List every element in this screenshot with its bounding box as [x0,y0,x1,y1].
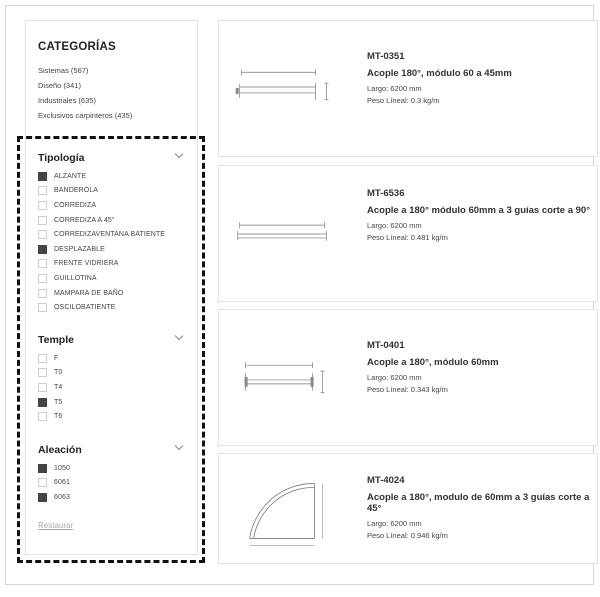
checkbox[interactable] [38,303,47,312]
product-largo: Largo: 6200 mm [367,84,422,93]
checkbox[interactable] [38,464,47,473]
filter-temple-header[interactable] [38,331,188,349]
profile-drawing [231,166,339,301]
checkbox[interactable] [38,186,47,195]
product-name[interactable]: Acople a 180° módulo 60mm a 3 guías corte a 90° [367,205,591,216]
product-info [367,340,593,394]
product-info [367,51,593,105]
product-peso: Peso Líneal: 0.946 kg/m [367,531,448,540]
product-info [367,188,593,242]
product-name[interactable]: Acople 180°, módulo 60 a 45mm [367,68,512,79]
checkbox[interactable] [38,354,47,363]
filter-aleacion [38,441,188,505]
profile-drawing [231,310,339,445]
product-info [367,475,593,540]
checkbox[interactable] [38,289,47,298]
chevron-down-icon[interactable] [174,152,184,160]
checkbox[interactable] [38,230,47,239]
option-6061[interactable]: 6061 [38,476,188,491]
filter-aleacion-title: Aleación [38,444,82,456]
category-industriales[interactable]: Industriales (635) [38,96,96,105]
checkbox[interactable] [38,172,47,181]
checkbox[interactable] [38,398,47,407]
option-frente-vidriera[interactable]: FRENTE VIDRIERA [38,257,188,272]
option-mampara-de-bano[interactable]: MAMPARA DE BAÑO [38,286,188,301]
option-desplazable[interactable]: DESPLAZABLE [38,242,188,257]
product-peso: Peso Líneal: 0.481 kg/m [367,233,448,242]
checkbox[interactable] [38,368,47,377]
option-corredizaventana-batiente[interactable]: CORREDIZAVENTANA BATIENTE [38,227,188,242]
checkbox[interactable] [38,383,47,392]
filter-temple-title: Temple [38,334,74,346]
product-largo: Largo: 6200 mm [367,373,422,382]
product-code[interactable]: MT-6536 [367,188,405,199]
option-oscilobatiente[interactable]: OSCILOBATIENTE [38,300,188,315]
filter-tipologia-title: Tipología [38,152,85,164]
filter-sidebar [25,20,198,555]
product-code[interactable]: MT-0351 [367,51,405,62]
profile-drawing [231,21,339,156]
chevron-down-icon[interactable] [174,444,184,452]
product-largo: Largo: 6200 mm [367,519,422,528]
option-alzante[interactable]: ALZANTE [38,169,188,184]
product-code[interactable]: MT-0401 [367,340,405,351]
product-card[interactable] [218,309,598,446]
product-name[interactable]: Acople a 180°, modulo de 60mm a 3 guías corte a 45° [367,492,590,514]
checkbox[interactable] [38,259,47,268]
option-guillotina[interactable]: GUILLOTINA [38,271,188,286]
checkbox[interactable] [38,478,47,487]
option-t4[interactable]: T4 [38,380,188,395]
checkbox[interactable] [38,201,47,210]
categories-title: CATEGORÍAS [38,41,116,53]
restore-filters-link[interactable]: Restaurar [38,521,74,530]
option-f[interactable]: F [38,351,188,366]
category-sistemas[interactable]: Sistemas (567) [38,66,89,75]
product-peso: Peso Líneal: 0.343 kg/m [367,385,448,394]
option-t6[interactable]: T6 [38,409,188,424]
product-code[interactable]: MT-4024 [367,475,405,486]
checkbox[interactable] [38,245,47,254]
filter-tipologia [38,149,188,315]
chevron-down-icon[interactable] [174,334,184,342]
product-card[interactable] [218,453,598,564]
option-t5[interactable]: T5 [38,395,188,410]
filter-tipologia-header[interactable] [38,149,188,167]
product-peso: Peso Líneal: 0.3 kg/m [367,96,440,105]
product-card[interactable] [218,20,598,157]
option-t0[interactable]: T0 [38,366,188,381]
option-6063[interactable]: 6063 [38,490,188,505]
product-largo: Largo: 6200 mm [367,221,422,230]
option-banderola[interactable]: BANDEROLA [38,184,188,199]
filter-aleacion-header[interactable] [38,441,188,459]
category-exclusivos[interactable]: Exclusivos carpinteros (435) [38,111,133,120]
filter-temple [38,331,188,424]
product-card[interactable] [218,165,598,302]
option-1050[interactable]: 1050 [38,461,188,476]
categories-list [38,63,132,123]
product-name[interactable]: Acople a 180°, módulo 60mm [367,357,499,368]
category-diseno[interactable]: Diseño (341) [38,81,81,90]
checkbox[interactable] [38,274,47,283]
checkbox[interactable] [38,493,47,502]
checkbox[interactable] [38,216,47,225]
checkbox[interactable] [38,412,47,421]
option-corrediza[interactable]: CORREDIZA [38,198,188,213]
profile-drawing [231,454,339,563]
option-corrediza-45[interactable]: CORREDIZA A 45° [38,213,188,228]
